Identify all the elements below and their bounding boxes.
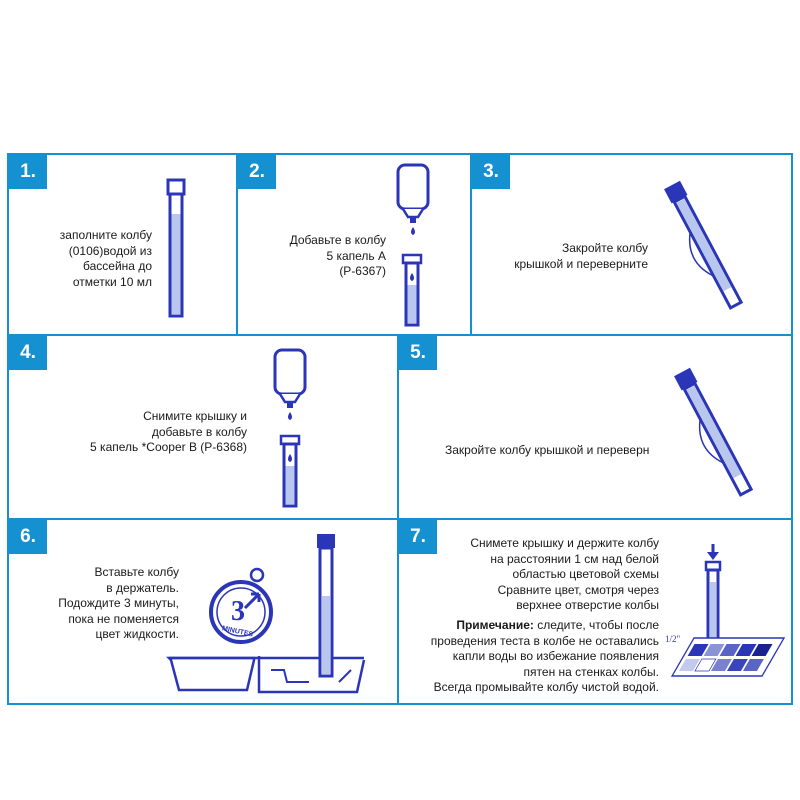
note-label: Примечание: [456, 618, 534, 632]
timer-and-holder-illustration [9, 520, 399, 705]
step-1-text: заполните колбу (0106)водой из бассейна до отметки 10 мл [59, 228, 152, 289]
inverted-tube-illustration [399, 336, 793, 520]
step-3-text: Закройте колбу крышкой и переверните [514, 241, 648, 271]
timer-number: 3 [231, 596, 245, 627]
step-number: 5. [399, 336, 437, 370]
step-7-panel [397, 518, 793, 705]
timer-knob-icon [251, 569, 263, 581]
step-number: 4. [9, 336, 47, 370]
inverted-tube-illustration [472, 155, 793, 336]
step-4-text: Снимите крышку и добавьте в колбу 5 капель *Cooper B (Р-6368) [90, 409, 247, 454]
color-chart-illustration [399, 520, 793, 705]
step-number: 3. [472, 155, 510, 189]
step-1-panel [7, 153, 238, 336]
reagent-bottle-illustration [238, 155, 472, 336]
step-number: 2. [238, 155, 276, 189]
step-3-panel [470, 153, 793, 336]
note-text: следите, чтобы после проведения теста в колбе не оставались капли воды во избежание появления пятен на стенках колбы. Всегда промывайте колбу чистой водой. [430, 618, 659, 694]
step-5-text: Закройте колбу крышкой и переверн [445, 443, 650, 457]
step-number: 6. [9, 520, 47, 554]
step-number: 1. [9, 155, 47, 189]
step-5-panel [397, 334, 793, 520]
reagent-bottle-illustration [9, 336, 399, 520]
step-number: 7. [399, 520, 437, 554]
step-7-text: Снимете крышку и держите колбу на расстоянии 1 см над белой областью цветовой схемы Сравните цвет, смотря через верхнее отверстие колбы [470, 536, 659, 612]
distance-label: 1/2" [665, 634, 681, 644]
step-2-panel [236, 153, 472, 336]
step-4-panel [7, 334, 399, 520]
timer-label: MINUTES [221, 625, 254, 639]
step-6-panel [7, 518, 399, 705]
step-6-text: Вставьте колбу в держатель. Подождите 3 минуты, пока не поменяется цвет жидкости. [58, 565, 179, 641]
step-2-text: Добавьте в колбу 5 капель А (Р-6367) [289, 233, 386, 278]
test-tube-illustration [9, 155, 238, 336]
